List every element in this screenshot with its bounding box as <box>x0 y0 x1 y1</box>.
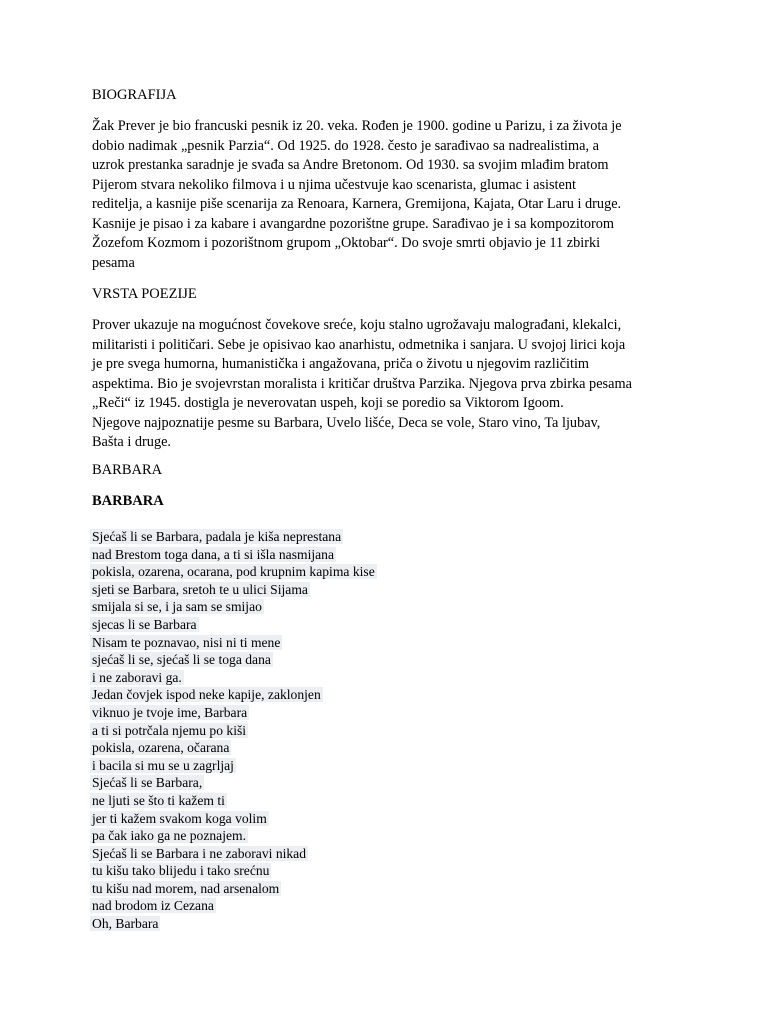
poem-line: sjeti se Barbara, sretoh te u ulici Sijama <box>92 581 308 597</box>
poem-line: pokisla, ozarena, ocarana, pod krupnim kapima kise <box>92 564 375 580</box>
poem-line: tu kišu tako blijedu i tako srećnu <box>92 863 270 879</box>
poem-line: Sjećaš li se Barbara, padala je kiša neprestana <box>92 529 342 544</box>
poem-line: smijala si se, i ja sam se smijao <box>92 599 262 615</box>
poem-line: nad Brestom toga dana, a ti si išla nasmijana <box>92 546 334 562</box>
barbara-poem <box>90 528 490 933</box>
poem-line: i ne zaboravi ga. <box>92 669 182 685</box>
poem-line: jer ti kažem svakom koga volim <box>92 810 267 826</box>
poem-line: i bacila si mu se u zagrljaj <box>92 757 234 773</box>
poem-line: ne ljuti se što ti kažem ti <box>92 792 225 808</box>
poem-line: a ti si potrčala njemu po kiši <box>92 722 247 738</box>
poem-line: sjecas li se Barbara <box>92 616 197 632</box>
barbara-heading: BARBARA <box>92 462 163 478</box>
poem-line: Oh, Barbara <box>92 916 159 932</box>
barbara-poem-title: BARBARA <box>92 493 164 509</box>
vrsta-poezije-paragraph: Prover ukazuje na mogućnost čovekove sreće, koju stalno ugrožavaju malograđani, klekalci, militaristi i političari. Sebe je opisivao kao anarhistu, odmetnika i sanjara. U svojoj lirici koja je pre svega humorna, humanistička i angažovana, priča o životu u njegovim različitim aspektima. Bio je svojevrstan moralista i kritičar društva Parzika. Njegova prva zbirka pesama „Reči“ iz 1945. dostigla je neverovatan uspeh, koji se poredio sa Viktorom Igoom. Njegove najpoznatije pesme su Barbara, Uvelo lišće, Deca se vole, Staro vino, Ta ljubav, Bašta i druge. <box>92 317 632 450</box>
poem-line: tu kišu nad morem, nad arsenalom <box>92 880 280 896</box>
biografija-paragraph: Žak Prever je bio francuski pesnik iz 20. veka. Rođen je 1900. godine u Parizu, i za života je dobio nadimak „pesnik Parzia“. Od 1925. do 1928. često je sarađivao sa nadrealistima, a uzrok prestanka saradnje je svađa sa Andre Bretonom. Od 1930. sa svojim mlađim bratom Pijerom stvara nekoliko filmova i u njima učestvuje kao scenarista, glumac i asistent reditelja, a kasnije piše scenarija za Renoara, Karnera, Gremijona, Kajata, Otar Laru i druge. Kasnije je pisao i za kabare i avangardne pozorištne grupe. Sarađivao je i sa kompozitorom Žozefom Kozmom i pozorištnom grupom „Oktobar“. Do svoje smrti objavio je 11 zbirki pesama <box>92 118 622 271</box>
poem-line: viknuo je tvoje ime, Barbara <box>92 704 248 720</box>
poem-line: Sjećaš li se Barbara, <box>92 775 203 791</box>
poem-line: sjećaš li se, sjećaš li se toga dana <box>92 652 271 668</box>
poem-line: Sjećaš li se Barbara i ne zaboravi nikad <box>92 845 307 861</box>
biografija-heading: BIOGRAFIJA <box>92 87 177 103</box>
poem-line: pokisla, ozarena, očarana <box>92 740 230 756</box>
poem-line: Nisam te poznavao, nisi ni ti mene <box>92 634 281 650</box>
poem-line: nad brodom iz Cezana <box>92 898 214 914</box>
poem-line: Jedan čovjek ispod neke kapije, zaklonjen <box>92 687 321 703</box>
poem-line: pa čak iako ga ne poznajem. <box>92 828 246 844</box>
vrsta-poezije-heading: VRSTA POEZIJE <box>92 286 197 302</box>
